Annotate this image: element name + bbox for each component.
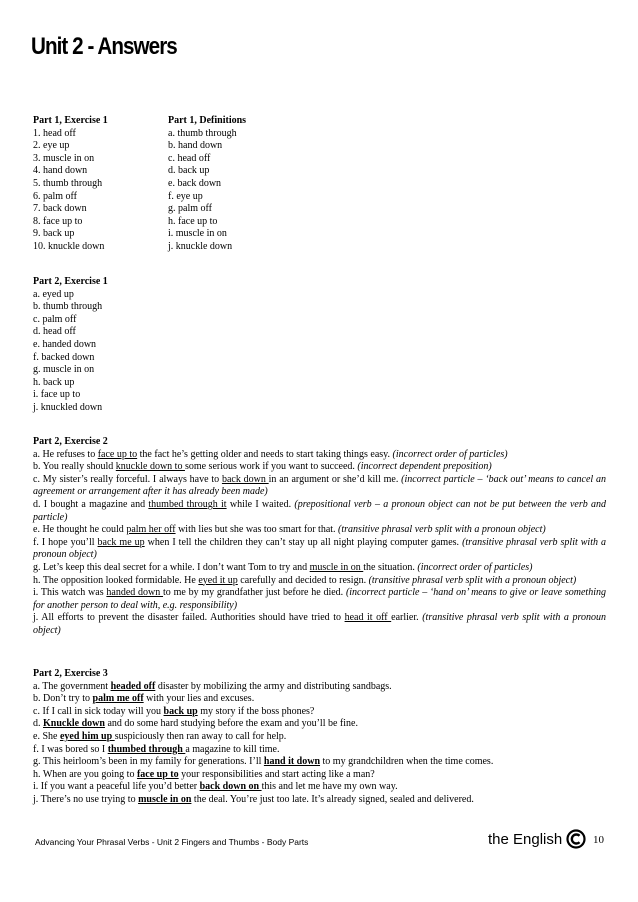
list-item: i. muscle in on [168, 228, 227, 240]
answer-text: while I waited. [226, 498, 295, 510]
answer-text: g. This heirloom’s been in my family for generations. I’ll [33, 756, 264, 768]
list-item: d. head off [33, 326, 76, 338]
answer-phrase: head it off [344, 612, 392, 624]
list-item: f. backed down [33, 351, 95, 363]
list-item: 4. hand down [33, 165, 88, 177]
list-item: f. eye up [168, 190, 203, 202]
answer-item [33, 756, 606, 769]
answer-text: e. She [33, 730, 60, 742]
answer-text: some serious work if you want to succeed. [184, 461, 358, 473]
page-number: 10 [593, 834, 604, 846]
section-heading: Part 2, Exercise 3 [33, 668, 108, 679]
answer-item [33, 587, 606, 612]
answer-text: b. Don’t try to [33, 693, 93, 705]
answer-text: earlier. [391, 612, 423, 624]
answer-phrase: knuckle down to [115, 461, 185, 473]
list-item: h. back up [33, 376, 75, 388]
answer-phrase: headed off [110, 680, 156, 692]
answer-item [33, 474, 606, 499]
answer-text: suspiciously then ran away to call for help. [114, 730, 287, 742]
list-item: e. handed down [33, 338, 97, 350]
answer-text: the situation. [363, 561, 418, 573]
answer-item [33, 524, 606, 537]
list-item: j. knuckle down [168, 240, 233, 252]
answer-text: h. The opposition looked formidable. He [33, 574, 199, 586]
answer-item [33, 499, 606, 524]
answer-text: i. If you want a peaceful life you’d better [33, 781, 200, 793]
answer-text: your responsibilities and start acting like a man? [178, 768, 375, 780]
answer-text: h. When are you going to [33, 768, 137, 780]
answer-phrase: handed down [106, 587, 164, 599]
answer-text: d. [33, 718, 43, 730]
answer-text: with your lies and excuses. [143, 693, 255, 705]
answer-phrase: palm her off [126, 524, 176, 536]
answer-item [33, 731, 606, 744]
list-item: j. knuckled down [33, 401, 103, 413]
part1-exercise1 [33, 115, 108, 254]
answer-text: when I tell the children they can’t stay up all night playing computer games. [144, 536, 463, 548]
answer-text: d. I bought a magazine and [33, 498, 149, 510]
answer-item [33, 781, 606, 794]
answer-item [33, 718, 606, 731]
list-item: a. thumb through [168, 127, 237, 139]
answer-item [33, 706, 606, 719]
section-heading: Part 1, Definitions [168, 115, 247, 126]
answer-phrase: hand it down [263, 756, 321, 768]
answer-note: (incorrect particle – ‘back out’ means to cancel an agreement or arrangement after it has already been made) [33, 473, 606, 498]
answer-phrase: back down [221, 473, 269, 485]
answer-text: a. He refuses to [33, 448, 98, 460]
list-item: 6. palm off [33, 190, 77, 202]
publisher-logo [488, 829, 586, 849]
list-item: 10. knuckle down [33, 240, 105, 252]
answer-text: j. There’s no use trying to [33, 793, 139, 805]
answer-text: c. If I call in sick today will you [33, 705, 164, 717]
answer-text: carefully and decided to resign. [237, 574, 369, 586]
answer-text: the deal. You’re just too late. It’s already signed, sealed and delivered. [191, 793, 474, 805]
answer-text: b. You really should [33, 461, 116, 473]
answer-item [33, 461, 606, 474]
answer-item [33, 769, 606, 782]
answer-phrase: palm me off [92, 693, 144, 705]
list-item: h. face up to [168, 215, 218, 227]
list-item: 3. muscle in on [33, 152, 95, 164]
list-item: b. thumb through [33, 301, 103, 313]
list-item: d. back up [168, 165, 210, 177]
answer-text: i. This watch was [33, 587, 107, 599]
list-item: 5. thumb through [33, 177, 103, 189]
answer-item [33, 693, 606, 706]
section-heading: Part 1, Exercise 1 [33, 115, 108, 126]
answer-text: and do some hard studying before the exam and you’ll be fine. [104, 718, 358, 730]
list-item: 2. eye up [33, 140, 70, 152]
list-item: e. back down [168, 177, 222, 189]
answer-phrase: back me up [97, 536, 145, 548]
list-item: a. eyed up [33, 288, 74, 300]
answer-phrase: eyed it up [198, 574, 238, 586]
answer-phrase: face up to [136, 768, 179, 780]
answer-item [33, 794, 606, 807]
answer-text: a. The government [33, 680, 111, 692]
part2-exercise3 [33, 668, 606, 807]
list-item: g. muscle in on [33, 364, 95, 376]
answer-item [33, 537, 606, 562]
answer-phrase: muscle in on [138, 793, 192, 805]
answer-note: (transitive phrasal verb split with a pronoun object) [33, 612, 606, 636]
answer-text: disaster by mobilizing the army and distributing sandbags. [155, 680, 392, 692]
answer-note: (transitive phrasal verb split with a pronoun object) [338, 524, 546, 536]
answer-note: (transitive phrasal verb split with a pronoun object) [33, 536, 607, 561]
answer-note: (transitive phrasal verb split with a pronoun object) [368, 574, 577, 586]
list-item: 9. back up [33, 228, 75, 240]
list-item: i. face up to [33, 389, 81, 401]
answer-phrase: muscle in on [309, 561, 364, 573]
answer-text: the fact he’s getting older and needs to start taking things easy. [137, 448, 393, 460]
answer-text: in an argument or she’d kill me. [268, 473, 402, 485]
part2-exercise1 [33, 276, 108, 415]
answer-note: (incorrect order of particles) [392, 448, 508, 460]
list-item: c. palm off [33, 313, 77, 325]
answer-text: g. Let’s keep this deal secret for a while. I don’t want Tom to try and [33, 561, 310, 573]
answer-text: f. I hope you’ll [33, 536, 98, 548]
answer-phrase: Knuckle down [43, 718, 105, 730]
answer-text: to my grandchildren when the time comes. [320, 756, 494, 768]
logo-text: the English [488, 830, 563, 848]
answer-item [33, 744, 606, 757]
answer-text: f. I was bored so I [33, 743, 108, 755]
answer-text: to me by my grandfather just before he died. [163, 587, 346, 599]
answer-phrase: back down on [199, 781, 262, 793]
part2-exercise2 [33, 436, 606, 638]
answer-note: (incorrect order of particles) [417, 561, 533, 573]
answer-text: my story if the boss phones? [197, 705, 315, 717]
list-item: b. hand down [168, 140, 223, 152]
answer-item [33, 575, 606, 588]
answer-item [33, 612, 606, 637]
list-item: g. palm off [168, 203, 212, 215]
answer-phrase: thumbed through [107, 743, 186, 755]
answer-item [33, 562, 606, 575]
copyright-logo-icon [566, 829, 586, 849]
list-item: 8. face up to [33, 215, 83, 227]
part1-definitions [168, 115, 246, 254]
answer-phrase: eyed him up [59, 730, 115, 742]
list-item: 1. head off [33, 127, 76, 139]
section-heading: Part 2, Exercise 1 [33, 276, 108, 287]
list-item: c. head off [168, 152, 211, 164]
list-item: 7. back down [33, 203, 87, 215]
footer-text: Advancing Your Phrasal Verbs - Unit 2 Fingers and Thumbs - Body Parts [35, 837, 309, 847]
answer-text: c. My sister’s really forceful. I always have to [33, 473, 222, 485]
answer-phrase: back up [163, 705, 198, 717]
page-title: Unit 2 - Answers [31, 33, 177, 60]
answer-phrase: face up to [97, 448, 138, 460]
answer-phrase: thumbed through it [148, 498, 227, 510]
answer-note: (incorrect particle – ‘hand on’ means to give or leave something for another person to deal with, e.g. responsibility) [33, 587, 606, 611]
answer-note: (prepositional verb – a pronoun object can not be put between the verb and particle) [33, 498, 607, 523]
answer-item [33, 681, 606, 694]
answer-text: a magazine to kill time. [185, 743, 280, 755]
answer-text: j. All efforts to prevent the disaster failed. Authorities should have tried to [33, 612, 345, 624]
answer-text: e. He thought he could [33, 524, 127, 536]
answer-item [33, 449, 606, 462]
section-heading: Part 2, Exercise 2 [33, 436, 108, 447]
answer-text: with lies but she was too smart for that. [175, 524, 339, 536]
answer-note: (incorrect dependent preposition) [357, 461, 492, 473]
answer-text: this and let me have my own way. [261, 781, 398, 793]
